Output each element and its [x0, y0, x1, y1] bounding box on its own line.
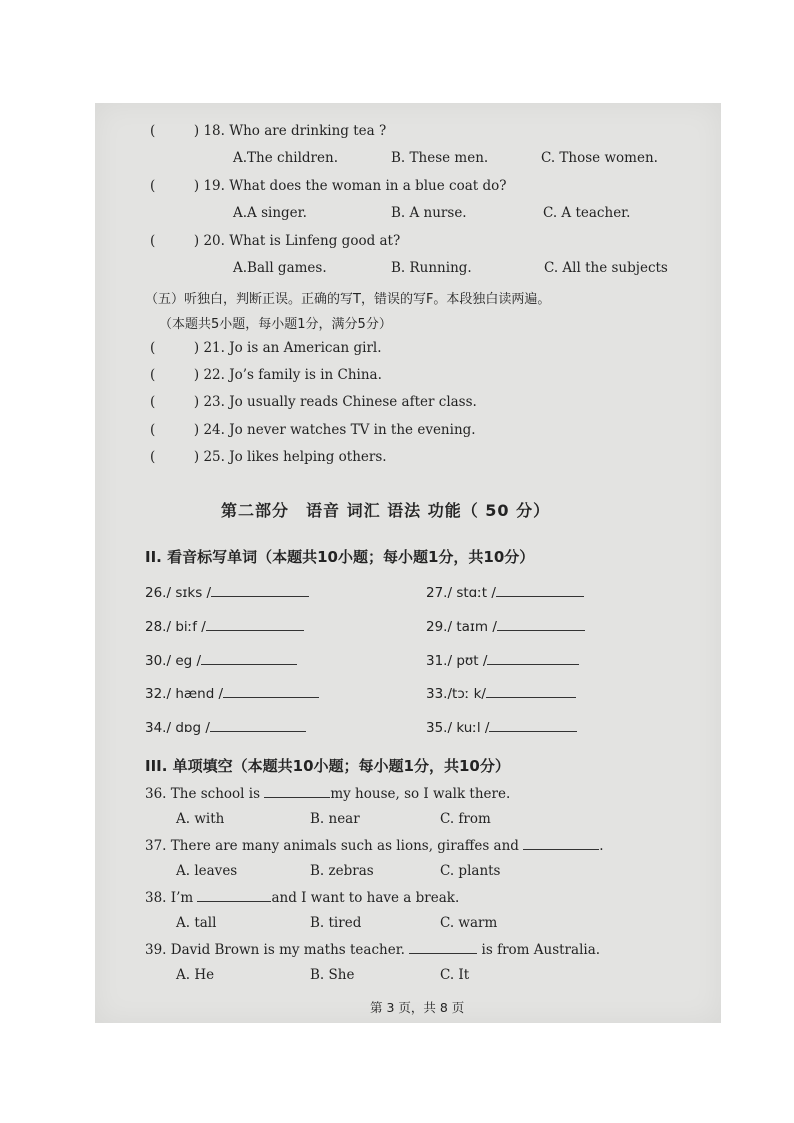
q35: 35./ kuːl /	[426, 719, 577, 736]
answer-blank[interactable]	[211, 584, 309, 597]
answer-blank[interactable]	[409, 941, 477, 954]
section-ii-title: II. 看音标写单词（本题共10小题；每小题1分，共10分）	[145, 548, 535, 566]
q39-option-b: B. She	[310, 967, 355, 983]
question-38: 38. I’m and I want to have a break.	[145, 890, 460, 906]
answer-blank[interactable]	[223, 685, 319, 698]
section-iii-title: III. 单项填空（本题共10小题；每小题1分，共10分）	[145, 757, 510, 775]
q19-option-b: B. A nurse.	[391, 205, 467, 221]
q18-option-b: B. These men.	[391, 150, 489, 166]
q38-option-b: B. tired	[310, 915, 362, 931]
answer-blank[interactable]	[523, 837, 599, 850]
question-21: ( ) 21. Jo is an American girl.	[150, 340, 382, 356]
part2-title: 第二部分 语音 词汇 语法 功能（ 50 分）	[221, 501, 551, 520]
answer-blank[interactable]	[496, 584, 584, 597]
q39-option-a: A. He	[176, 967, 215, 983]
q38-option-a: A. tall	[176, 915, 217, 931]
answer-blank[interactable]	[486, 685, 576, 698]
answer-blank[interactable]	[210, 719, 306, 732]
q29: 29./ taɪm /	[426, 618, 585, 635]
q18-option-a: A.The children.	[233, 150, 338, 166]
question-25: ( ) 25. Jo likes helping others.	[150, 449, 387, 465]
q33: 33./tɔː k/	[426, 685, 576, 702]
answer-blank[interactable]	[201, 652, 297, 665]
q31: 31./ pʊt /	[426, 652, 579, 669]
q26: 26./ sɪks /	[145, 584, 309, 601]
question-36: 36. The school is my house, so I walk there.	[145, 786, 511, 802]
section5-subtitle: （本题共5小题，每小题1分，满分5分）	[159, 317, 392, 332]
exam-page	[95, 103, 721, 1023]
section5-title: （五）听独白，判断正误。正确的写T，错误的写F。本段独白读两遍。	[145, 292, 551, 307]
answer-blank[interactable]	[206, 618, 304, 631]
question-18: ( ) 18. Who are drinking tea ?	[150, 123, 387, 139]
question-19: ( ) 19. What does the woman in a blue coat do?	[150, 178, 507, 194]
answer-blank[interactable]	[497, 618, 585, 631]
q38-option-c: C. warm	[440, 915, 498, 931]
answer-blank[interactable]	[264, 785, 330, 798]
answer-blank[interactable]	[487, 652, 579, 665]
answer-blank[interactable]	[489, 719, 577, 732]
answer-blank[interactable]	[197, 889, 271, 902]
q30: 30./ eg /	[145, 652, 297, 669]
q20-option-c: C. All the subjects	[544, 260, 668, 276]
q19-option-c: C. A teacher.	[543, 205, 631, 221]
q36-option-c: C. from	[440, 811, 491, 827]
q36-option-b: B. near	[310, 811, 360, 827]
q36-option-a: A. with	[176, 811, 225, 827]
q27: 27./ stɑːt /	[426, 584, 584, 601]
q34: 34./ dɒg /	[145, 719, 306, 736]
q32: 32./ hænd /	[145, 685, 319, 702]
question-22: ( ) 22. Jo’s family is in China.	[150, 367, 382, 383]
q28: 28./ biːf /	[145, 618, 304, 635]
q37-option-c: C. plants	[440, 863, 501, 879]
q20-option-a: A.Ball games.	[233, 260, 327, 276]
q37-option-a: A. leaves	[176, 863, 238, 879]
q20-option-b: B. Running.	[391, 260, 472, 276]
question-24: ( ) 24. Jo never watches TV in the evening.	[150, 422, 476, 438]
q18-option-c: C. Those women.	[541, 150, 658, 166]
question-23: ( ) 23. Jo usually reads Chinese after class.	[150, 394, 477, 410]
question-37: 37. There are many animals such as lions, giraffes and .	[145, 838, 604, 854]
question-39: 39. David Brown is my maths teacher. is from Australia.	[145, 942, 601, 958]
q19-option-a: A.A singer.	[233, 205, 307, 221]
q37-option-b: B. zebras	[310, 863, 374, 879]
question-20: ( ) 20. What is Linfeng good at?	[150, 233, 401, 249]
page-footer: 第 3 页，共 8 页	[370, 1000, 465, 1015]
q39-option-c: C. It	[440, 967, 470, 983]
